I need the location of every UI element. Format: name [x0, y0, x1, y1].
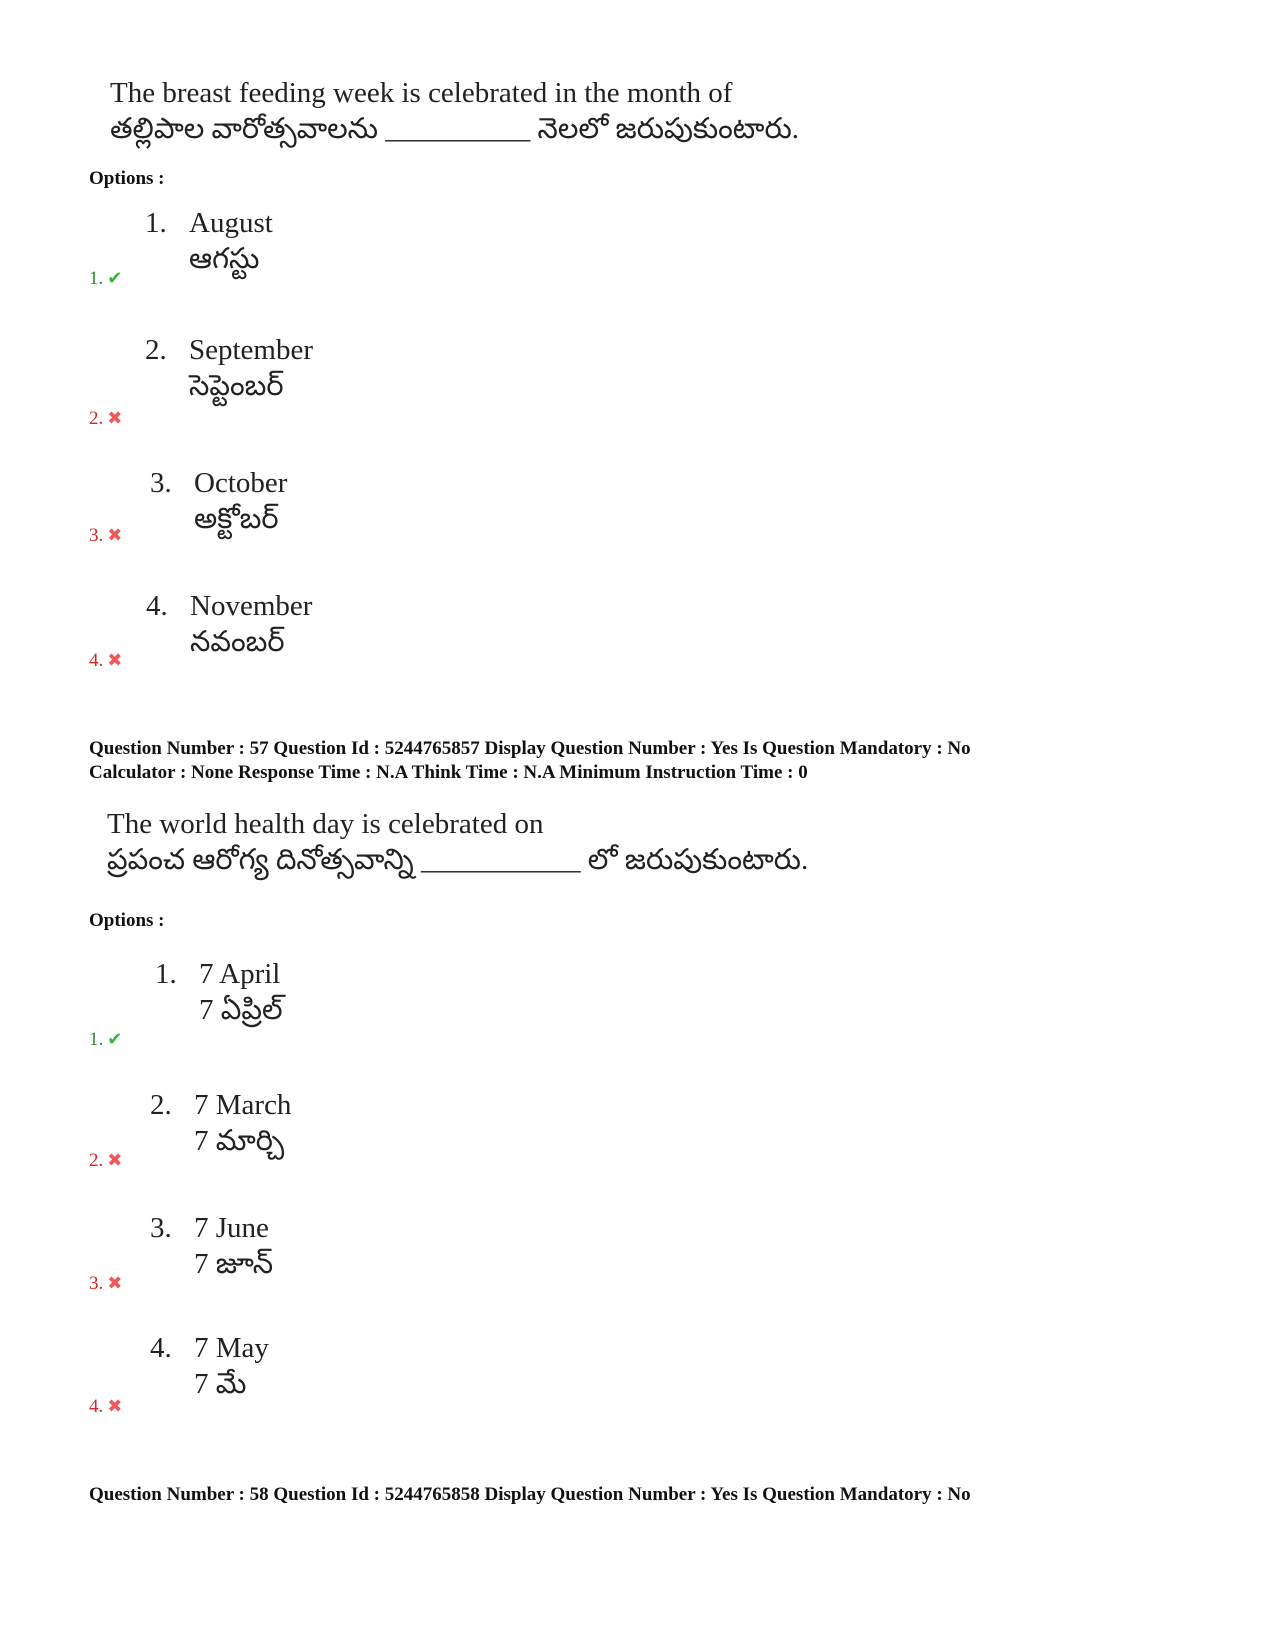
question-56-telugu: తల్లిపాల వారోత్సవాలను __________ నెలలో జరుపుకుంటారు.	[110, 113, 799, 145]
option-english: 7 March	[194, 1089, 292, 1121]
q57-option-2	[150, 1087, 291, 1159]
option-english: October	[194, 467, 288, 499]
option-telugu: అక్టోబర్	[194, 503, 279, 535]
option-number: 3.	[150, 1212, 172, 1244]
option-number: 3.	[150, 467, 172, 499]
cross-icon: ✖	[107, 1273, 123, 1293]
q56-option-2	[145, 332, 313, 404]
question-57-meta	[89, 737, 971, 785]
option-marker-number: 4.	[89, 1396, 104, 1417]
question-58-meta-line-1: Question Number : 58 Question Id : 5244765858 Display Question Number : Yes Is Question Mandatory : No	[89, 1484, 971, 1505]
q57-option-4-marker	[89, 1395, 122, 1418]
question-56-english: The breast feeding week is celebrated in the month of	[110, 77, 733, 109]
cross-icon: ✖	[107, 1396, 123, 1416]
option-english: November	[190, 590, 313, 622]
question-57-meta-line-2: Calculator : None Response Time : N.A Think Time : N.A Minimum Instruction Time : 0	[89, 762, 808, 783]
option-english: 7 April	[199, 958, 281, 990]
option-number: 2.	[150, 1089, 172, 1121]
option-telugu: 7 జూన్	[194, 1248, 274, 1280]
option-telugu: ఆగస్టు	[189, 243, 260, 275]
options-label-56: Options :	[89, 168, 165, 189]
option-marker-number: 1.	[89, 1029, 104, 1050]
question-56-text	[110, 75, 799, 147]
question-57-text	[107, 806, 808, 878]
option-marker-number: 2.	[89, 408, 104, 429]
check-icon: ✔	[107, 1029, 123, 1049]
q56-option-3	[150, 465, 287, 537]
option-number: 4.	[146, 590, 168, 622]
q57-option-1	[155, 956, 283, 1028]
option-number: 4.	[150, 1332, 172, 1364]
q56-option-4-marker	[89, 649, 122, 672]
cross-icon: ✖	[107, 408, 123, 428]
q57-option-4	[150, 1330, 269, 1402]
q56-option-2-marker	[89, 407, 122, 430]
option-marker-number: 2.	[89, 1150, 104, 1171]
option-marker-number: 4.	[89, 650, 104, 671]
option-marker-number: 3.	[89, 525, 104, 546]
check-icon: ✔	[107, 268, 123, 288]
option-telugu: నవంబర్	[190, 626, 285, 658]
cross-icon: ✖	[107, 650, 123, 670]
cross-icon: ✖	[107, 525, 123, 545]
option-telugu: 7 ఏప్రిల్	[199, 994, 283, 1026]
q57-option-3	[150, 1210, 273, 1282]
q56-option-3-marker	[89, 524, 122, 547]
q56-option-1-marker	[89, 267, 122, 290]
question-57-telugu: ప్రపంచ ఆరోగ్య దినోత్సవాన్ని ___________ లో జరుపుకుంటారు.	[107, 844, 809, 876]
option-english: August	[189, 207, 273, 239]
cross-icon: ✖	[107, 1150, 123, 1170]
option-telugu: 7 మార్చి	[194, 1125, 285, 1157]
option-marker-number: 1.	[89, 268, 104, 289]
q57-option-2-marker	[89, 1149, 122, 1172]
option-english: September	[189, 334, 314, 366]
q56-option-4	[146, 588, 312, 660]
options-label-57: Options :	[89, 910, 165, 931]
option-number: 1.	[145, 207, 167, 239]
option-number: 1.	[155, 958, 177, 990]
q56-option-1	[145, 205, 273, 277]
option-marker-number: 3.	[89, 1273, 104, 1294]
q57-option-3-marker	[89, 1272, 122, 1295]
option-english: 7 May	[194, 1332, 269, 1364]
question-57-english: The world health day is celebrated on	[107, 808, 544, 840]
option-number: 2.	[145, 334, 167, 366]
q57-option-1-marker	[89, 1028, 122, 1051]
option-telugu: సెప్టెంబర్	[189, 370, 284, 402]
option-english: 7 June	[194, 1212, 269, 1244]
question-57-meta-line-1: Question Number : 57 Question Id : 5244765857 Display Question Number : Yes Is Question Mandatory : No	[89, 738, 971, 759]
question-58-meta	[89, 1483, 971, 1507]
option-telugu: 7 మే	[194, 1368, 247, 1400]
